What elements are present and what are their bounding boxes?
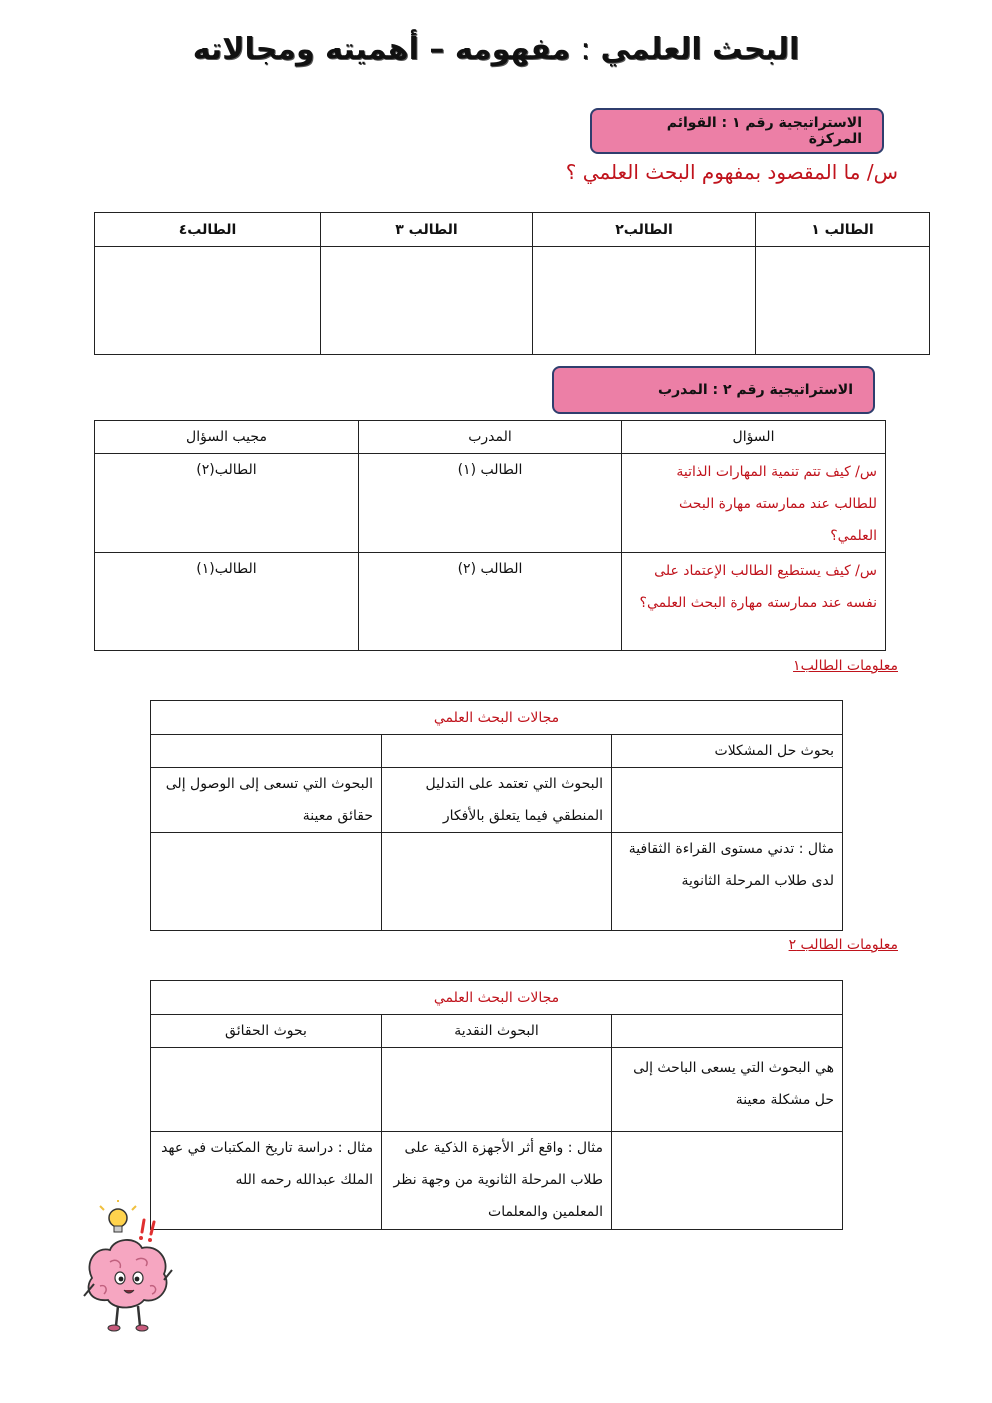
- strategy2-label: الاستراتيجية رقم ٢ : المدرب: [658, 382, 853, 398]
- info-student1-label: معلومات الطالب١: [793, 658, 898, 674]
- coach-header-coach: المدرب: [359, 421, 622, 454]
- coach-table: [94, 420, 886, 651]
- table-row: [95, 553, 886, 651]
- title-part1: البحث العلمي: [600, 32, 800, 67]
- fields-cell: مثال : دراسة تاريخ المكتبات في عهد الملك عبدالله رحمه الله: [151, 1132, 382, 1230]
- students-header-4: الطالب٤: [95, 213, 321, 247]
- students-answer-1[interactable]: [756, 247, 930, 355]
- fields-cell: البحوث النقدية: [382, 1015, 612, 1048]
- fields-cell: بحوث حل المشكلات: [612, 735, 843, 768]
- fields-cell: هي البحوث التي يسعى الباحث إلى حل مشكلة معينة: [612, 1048, 843, 1132]
- info-student2-label: معلومات الطالب ٢: [788, 937, 898, 953]
- students-answer-4[interactable]: [95, 247, 321, 355]
- fields-cell: [382, 735, 612, 768]
- students-header-2: الطالب٢: [533, 213, 756, 247]
- fields-cell: البحوث التي تسعى إلى الوصول إلى حقائق معينة: [151, 768, 382, 833]
- coach-student: الطالب (٢): [359, 553, 622, 651]
- title-part2: مفهومه – أهميته ومجالاته: [192, 32, 571, 67]
- page-title: [0, 32, 992, 67]
- students-table: [94, 212, 930, 355]
- thinking-brain-icon: [80, 1200, 176, 1334]
- answerer-student: الطالب(١): [95, 553, 359, 651]
- students-header-1: الطالب ١: [756, 213, 930, 247]
- fields-cell: مثال : واقع أثر الأجهزة الذكية على طلاب المرحلة الثانوية من وجهة نظر المعلمين والمعلمات: [382, 1132, 612, 1230]
- fields-cell: [382, 1048, 612, 1132]
- coach-student: الطالب (١): [359, 454, 622, 553]
- fields-cell: بحوث الحقائق: [151, 1015, 382, 1048]
- coach-question: س/ كيف تتم تنمية المهارات الذاتية للطالب عند ممارسته مهارة البحث العلمي؟: [622, 454, 886, 553]
- fields-cell: [151, 833, 382, 931]
- strategy1-pill: [590, 108, 884, 154]
- fields-cell: البحوث التي تعتمد على التدليل المنطقي فيما يتعلق بالأفكار: [382, 768, 612, 833]
- fields-table-student2: [150, 980, 843, 1230]
- coach-question: س/ كيف يستطيع الطالب الإعتماد على نفسه عند ممارسته مهارة البحث العلمي؟: [622, 553, 886, 651]
- main-question: س/ ما المقصود بمفهوم البحث العلمي ؟: [565, 160, 898, 184]
- table-row: [95, 454, 886, 553]
- fields-cell: [612, 768, 843, 833]
- strategy1-label: الاستراتيجية رقم ١ : القوائم المركزة: [666, 115, 862, 147]
- coach-header-answerer: مجيب السؤال: [95, 421, 359, 454]
- fields-cell: [612, 1132, 843, 1230]
- strategy2-pill: [552, 366, 875, 414]
- fields-caption: مجالات البحث العلمي: [151, 701, 843, 735]
- answerer-student: الطالب(٢): [95, 454, 359, 553]
- fields-cell: مثال : تدني مستوى القراءة الثقافية لدى طلاب المرحلة الثانوية: [612, 833, 843, 931]
- fields-table-student1: [150, 700, 843, 931]
- students-answer-2[interactable]: [533, 247, 756, 355]
- fields-cell: [151, 735, 382, 768]
- fields-cell: [612, 1015, 843, 1048]
- students-answer-3[interactable]: [321, 247, 533, 355]
- coach-header-question: السؤال: [622, 421, 886, 454]
- title-separator: :: [580, 32, 591, 67]
- fields-cell: [382, 833, 612, 931]
- fields-cell: [151, 1048, 382, 1132]
- fields-caption: مجالات البحث العلمي: [151, 981, 843, 1015]
- students-header-3: الطالب ٣: [321, 213, 533, 247]
